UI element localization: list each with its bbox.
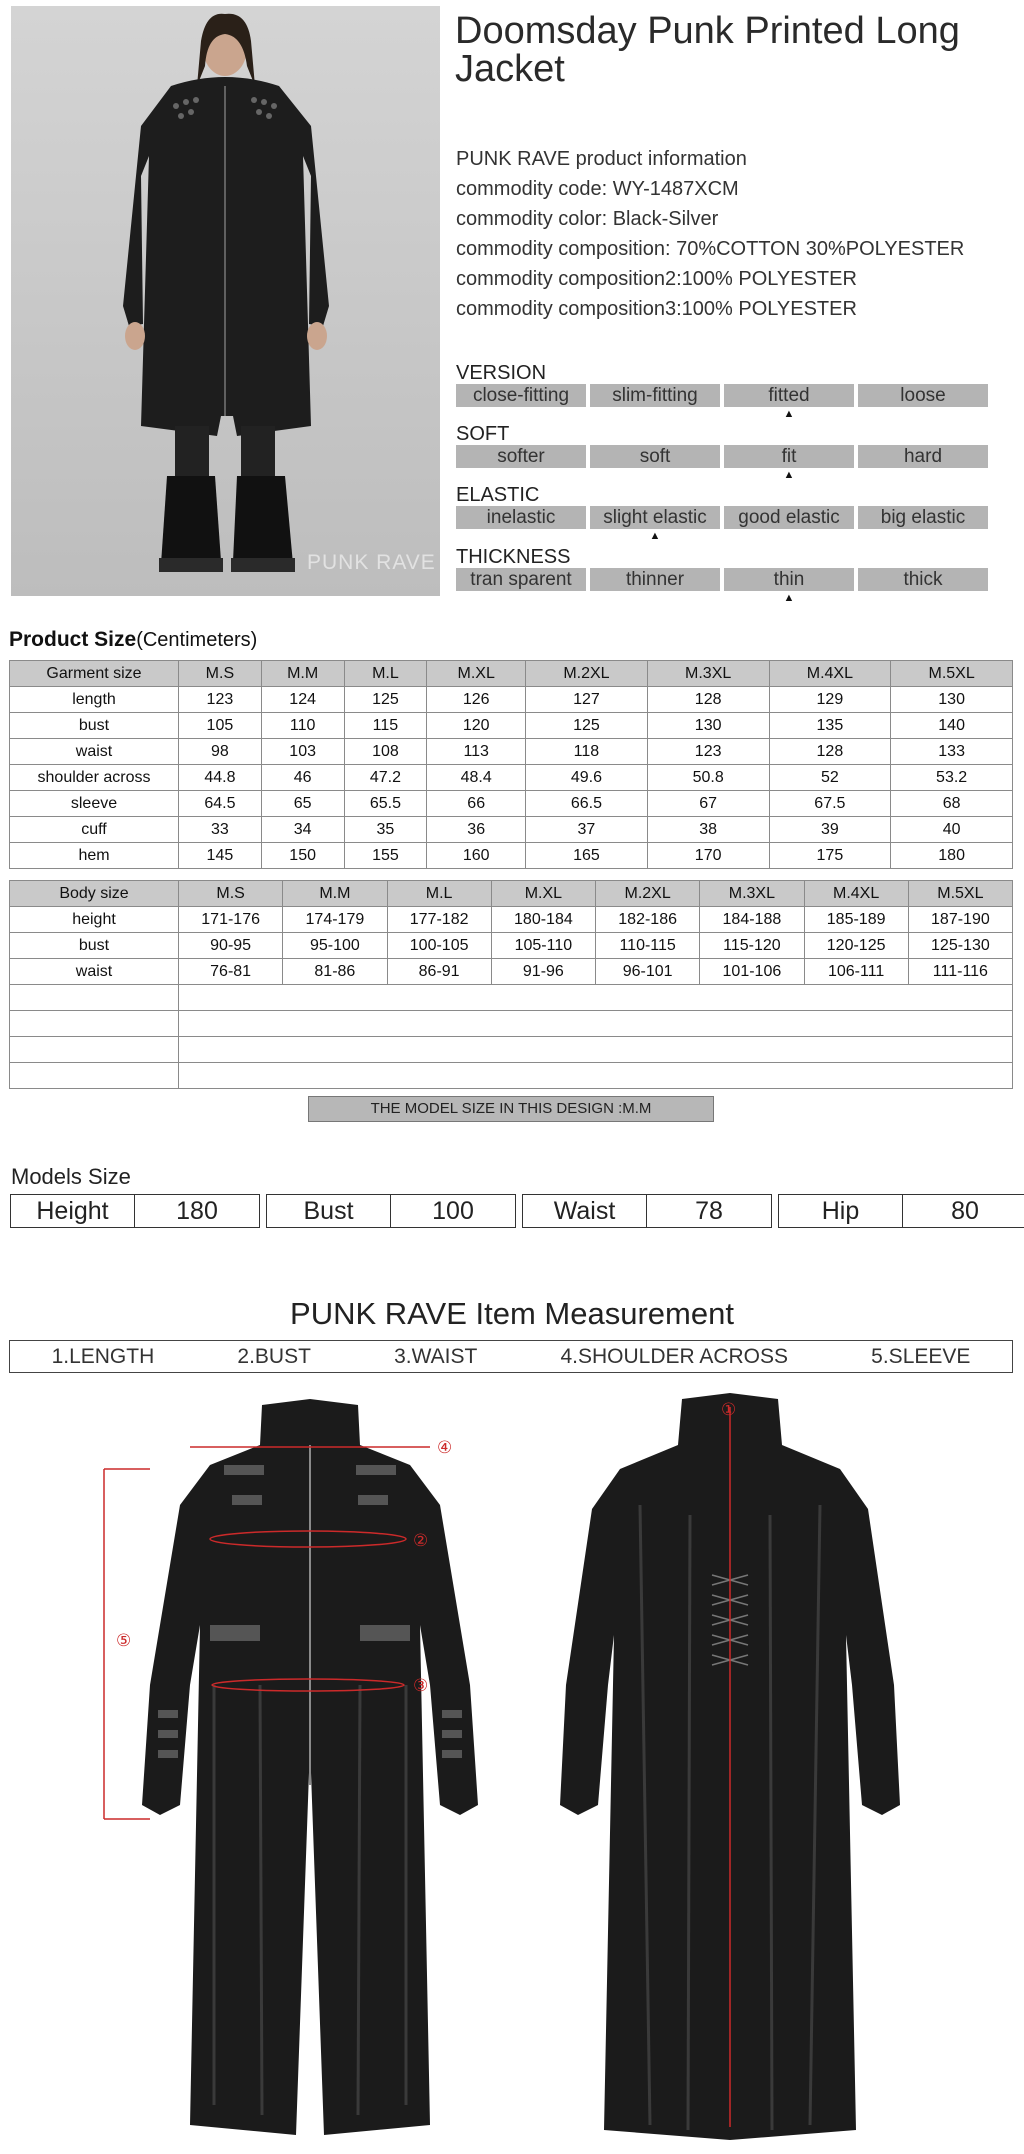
- measurement-item: 1.LENGTH: [51, 1344, 155, 1368]
- model-size-note: THE MODEL SIZE IN THIS DESIGN :M.M: [308, 1096, 714, 1122]
- row-label: hem: [10, 843, 179, 869]
- table-cell: 86-91: [387, 959, 491, 985]
- model-measure-label: Hip: [779, 1195, 903, 1227]
- table-cell: 106-111: [804, 959, 908, 985]
- model-measure-hip: [778, 1194, 1024, 1228]
- table-cell: [179, 1037, 1013, 1063]
- model-measure-bust: [266, 1194, 516, 1228]
- table-cell: 64.5: [179, 791, 262, 817]
- attr-option: fitted: [724, 384, 854, 407]
- model-measure-label: Height: [11, 1195, 135, 1227]
- marker-4: ④: [437, 1438, 453, 1458]
- table-header-row: [10, 661, 1013, 687]
- selected-marker-icon: ▲: [649, 530, 661, 542]
- table-cell: 125: [344, 687, 427, 713]
- attr-version: [456, 362, 988, 421]
- table-cell: 76-81: [179, 959, 283, 985]
- models-size-row: [10, 1194, 1024, 1228]
- marker-slot: [858, 529, 988, 543]
- product-title: Doomsday Punk Printed Long Jacket: [455, 10, 960, 90]
- table-cell: 125: [526, 713, 648, 739]
- model-photo: [11, 6, 440, 596]
- row-label: waist: [10, 739, 179, 765]
- table-cell: 110-115: [596, 933, 700, 959]
- table-cell: 170: [647, 843, 769, 869]
- table-header-cell: M.3XL: [700, 881, 804, 907]
- measurement-item: 3.WAIST: [394, 1344, 478, 1368]
- marker-slot: [724, 529, 854, 543]
- table-cell: 53.2: [891, 765, 1013, 791]
- marker-2: ②: [413, 1531, 429, 1551]
- table-cell: 185-189: [804, 907, 908, 933]
- product-size-unit: (Centimeters): [136, 629, 258, 651]
- empty-row: [10, 1037, 1013, 1063]
- table-row: [10, 791, 1013, 817]
- row-label: bust: [10, 713, 179, 739]
- table-header-cell: M.3XL: [647, 661, 769, 687]
- table-row: [10, 817, 1013, 843]
- marker-slot: [858, 468, 988, 482]
- product-size-title: [9, 628, 257, 652]
- table-row: [10, 713, 1013, 739]
- table-cell: 187-190: [908, 907, 1012, 933]
- table-cell: 155: [344, 843, 427, 869]
- measurement-item: 5.SLEEVE: [871, 1344, 971, 1368]
- table-cell: 124: [261, 687, 344, 713]
- table-cell: 67.5: [769, 791, 891, 817]
- table-cell: 160: [427, 843, 526, 869]
- attr-heading: VERSION: [456, 362, 547, 384]
- table-cell: 115: [344, 713, 427, 739]
- table-header-cell: M.M: [283, 881, 387, 907]
- table-cell: [10, 985, 179, 1011]
- measurement-item: 4.SHOULDER ACROSS: [560, 1344, 789, 1368]
- table-cell: 118: [526, 739, 648, 765]
- model-measure-label: Bust: [267, 1195, 391, 1227]
- table-cell: 174-179: [283, 907, 387, 933]
- attr-option: slim-fitting: [590, 384, 720, 407]
- table-header-cell: M.4XL: [804, 881, 908, 907]
- table-cell: 126: [427, 687, 526, 713]
- info-row: commodity composition3:100% POLYESTER: [456, 298, 857, 320]
- table-cell: [10, 1063, 179, 1089]
- table-cell: 49.6: [526, 765, 648, 791]
- attr-heading: SOFT: [456, 423, 510, 445]
- marker-3: ③: [413, 1676, 429, 1696]
- model-measure-value: 80: [951, 1197, 979, 1225]
- table-cell: 150: [261, 843, 344, 869]
- selected-marker-icon: ▲: [783, 408, 795, 420]
- attr-thickness: [456, 546, 988, 605]
- table-cell: 120: [427, 713, 526, 739]
- table-cell: 33: [179, 817, 262, 843]
- table-cell: 96-101: [596, 959, 700, 985]
- product-info: [456, 144, 1016, 324]
- row-label: bust: [10, 933, 179, 959]
- attr-option: thin: [724, 568, 854, 591]
- info-row: commodity composition: 70%COTTON 30%POLYESTER: [456, 238, 965, 260]
- table-cell: 184-188: [700, 907, 804, 933]
- model-measure-waist: [522, 1194, 772, 1228]
- row-label: waist: [10, 959, 179, 985]
- attr-option: slight elastic: [590, 506, 720, 529]
- table-cell: 100-105: [387, 933, 491, 959]
- selected-marker-icon: ▲: [783, 469, 795, 481]
- watermark: PUNK RAVE: [307, 551, 436, 574]
- table-header-cell: M.5XL: [908, 881, 1012, 907]
- table-header-cell: Garment size: [10, 661, 179, 687]
- table-cell: [179, 1011, 1013, 1037]
- table-row: [10, 765, 1013, 791]
- table-cell: 38: [647, 817, 769, 843]
- table-header-row: [10, 881, 1013, 907]
- attr-option: softer: [456, 445, 586, 468]
- table-cell: 37: [526, 817, 648, 843]
- table-cell: 67: [647, 791, 769, 817]
- table-cell: 113: [427, 739, 526, 765]
- table-cell: 47.2: [344, 765, 427, 791]
- table-header-cell: M.L: [387, 881, 491, 907]
- table-cell: 98: [179, 739, 262, 765]
- row-label: length: [10, 687, 179, 713]
- table-cell: 103: [261, 739, 344, 765]
- model-measure-height: [10, 1194, 260, 1228]
- empty-row: [10, 985, 1013, 1011]
- table-cell: 120-125: [804, 933, 908, 959]
- table-cell: 105: [179, 713, 262, 739]
- table-cell: 180-184: [491, 907, 595, 933]
- row-label: cuff: [10, 817, 179, 843]
- table-header-cell: M.5XL: [891, 661, 1013, 687]
- attr-elastic: [456, 484, 988, 543]
- table-cell: 133: [891, 739, 1013, 765]
- row-label: sleeve: [10, 791, 179, 817]
- table-row: [10, 907, 1013, 933]
- empty-row: [10, 1063, 1013, 1089]
- table-cell: 110: [261, 713, 344, 739]
- attr-option: soft: [590, 445, 720, 468]
- table-cell: [10, 1011, 179, 1037]
- attr-option: loose: [858, 384, 988, 407]
- measurement-item: 2.BUST: [237, 1344, 311, 1368]
- table-row: [10, 687, 1013, 713]
- marker-1: ①: [721, 1400, 737, 1420]
- marker-5: ⑤: [116, 1631, 132, 1651]
- marker-slot: [858, 591, 988, 605]
- table-cell: 180: [891, 843, 1013, 869]
- table-cell: 81-86: [283, 959, 387, 985]
- table-cell: 135: [769, 713, 891, 739]
- table-cell: 46: [261, 765, 344, 791]
- marker-slot: [590, 407, 720, 421]
- marker-slot: [456, 407, 586, 421]
- table-cell: 108: [344, 739, 427, 765]
- table-cell: [10, 1037, 179, 1063]
- info-row: commodity code: WY-1487XCM: [456, 178, 739, 200]
- body-size-table: [9, 880, 1013, 1089]
- table-cell: 128: [647, 687, 769, 713]
- table-header-cell: M.2XL: [596, 881, 700, 907]
- measurement-title: PUNK RAVE Item Measurement: [290, 1296, 734, 1331]
- product-size-heading: Product Size: [9, 628, 137, 651]
- model-measure-value: 78: [695, 1197, 723, 1225]
- table-header-cell: M.XL: [491, 881, 595, 907]
- table-cell: 165: [526, 843, 648, 869]
- table-cell: 111-116: [908, 959, 1012, 985]
- table-cell: 130: [647, 713, 769, 739]
- table-cell: 182-186: [596, 907, 700, 933]
- table-row: [10, 933, 1013, 959]
- marker-slot: [590, 591, 720, 605]
- table-cell: 129: [769, 687, 891, 713]
- info-row: commodity composition2:100% POLYESTER: [456, 268, 857, 290]
- attr-option: good elastic: [724, 506, 854, 529]
- marker-slot: [456, 468, 586, 482]
- attr-option: close-fitting: [456, 384, 586, 407]
- table-cell: 40: [891, 817, 1013, 843]
- table-cell: [179, 1063, 1013, 1089]
- info-row: PUNK RAVE product information: [456, 148, 747, 170]
- attr-option: fit: [724, 445, 854, 468]
- table-cell: 36: [427, 817, 526, 843]
- table-cell: 66.5: [526, 791, 648, 817]
- table-cell: 68: [891, 791, 1013, 817]
- garment-size-table: [9, 660, 1013, 869]
- marker-slot: [858, 407, 988, 421]
- table-cell: 123: [179, 687, 262, 713]
- marker-slot: [456, 591, 586, 605]
- table-cell: 65: [261, 791, 344, 817]
- model-measure-value: 180: [176, 1197, 218, 1225]
- empty-row: [10, 1011, 1013, 1037]
- attr-option: big elastic: [858, 506, 988, 529]
- attr-heading: THICKNESS: [456, 546, 571, 568]
- selected-marker-icon: ▲: [783, 592, 795, 604]
- table-cell: 177-182: [387, 907, 491, 933]
- table-cell: 44.8: [179, 765, 262, 791]
- table-cell: 127: [526, 687, 648, 713]
- attr-option: tran sparent: [456, 568, 586, 591]
- table-cell: 65.5: [344, 791, 427, 817]
- table-row: [10, 739, 1013, 765]
- table-cell: 90-95: [179, 933, 283, 959]
- table-cell: 145: [179, 843, 262, 869]
- table-cell: 171-176: [179, 907, 283, 933]
- attr-soft: [456, 423, 988, 482]
- model-measure-value: 100: [432, 1197, 474, 1225]
- table-header-cell: M.M: [261, 661, 344, 687]
- table-header-cell: M.S: [179, 661, 262, 687]
- table-cell: 50.8: [647, 765, 769, 791]
- table-header-cell: M.XL: [427, 661, 526, 687]
- marker-slot: [456, 529, 586, 543]
- table-cell: 95-100: [283, 933, 387, 959]
- table-cell: 35: [344, 817, 427, 843]
- table-cell: 123: [647, 739, 769, 765]
- table-cell: 48.4: [427, 765, 526, 791]
- measurement-legend: [9, 1340, 1013, 1373]
- table-row: [10, 843, 1013, 869]
- marker-slot: [590, 468, 720, 482]
- attr-option: inelastic: [456, 506, 586, 529]
- coat-back-image: [560, 1393, 900, 2140]
- table-cell: 101-106: [700, 959, 804, 985]
- attr-heading: ELASTIC: [456, 484, 540, 506]
- table-header-cell: M.4XL: [769, 661, 891, 687]
- table-cell: 52: [769, 765, 891, 791]
- row-label: shoulder across: [10, 765, 179, 791]
- coat-front-image: [142, 1399, 478, 2135]
- table-header-cell: M.2XL: [526, 661, 648, 687]
- table-cell: 66: [427, 791, 526, 817]
- measurement-diagram: [0, 1385, 1024, 2154]
- table-cell: [179, 985, 1013, 1011]
- attr-option: thinner: [590, 568, 720, 591]
- table-header-cell: M.L: [344, 661, 427, 687]
- table-cell: 140: [891, 713, 1013, 739]
- model-measure-label: Waist: [523, 1195, 647, 1227]
- table-cell: 128: [769, 739, 891, 765]
- table-cell: 39: [769, 817, 891, 843]
- table-cell: 125-130: [908, 933, 1012, 959]
- info-row: commodity color: Black-Silver: [456, 208, 719, 230]
- table-cell: 91-96: [491, 959, 595, 985]
- table-cell: 34: [261, 817, 344, 843]
- table-header-cell: Body size: [10, 881, 179, 907]
- row-label: height: [10, 907, 179, 933]
- models-size-title: Models Size: [11, 1164, 131, 1189]
- attr-option: hard: [858, 445, 988, 468]
- table-cell: 130: [891, 687, 1013, 713]
- attr-option: thick: [858, 568, 988, 591]
- table-row: [10, 959, 1013, 985]
- table-header-cell: M.S: [179, 881, 283, 907]
- table-cell: 105-110: [491, 933, 595, 959]
- table-cell: 115-120: [700, 933, 804, 959]
- table-cell: 175: [769, 843, 891, 869]
